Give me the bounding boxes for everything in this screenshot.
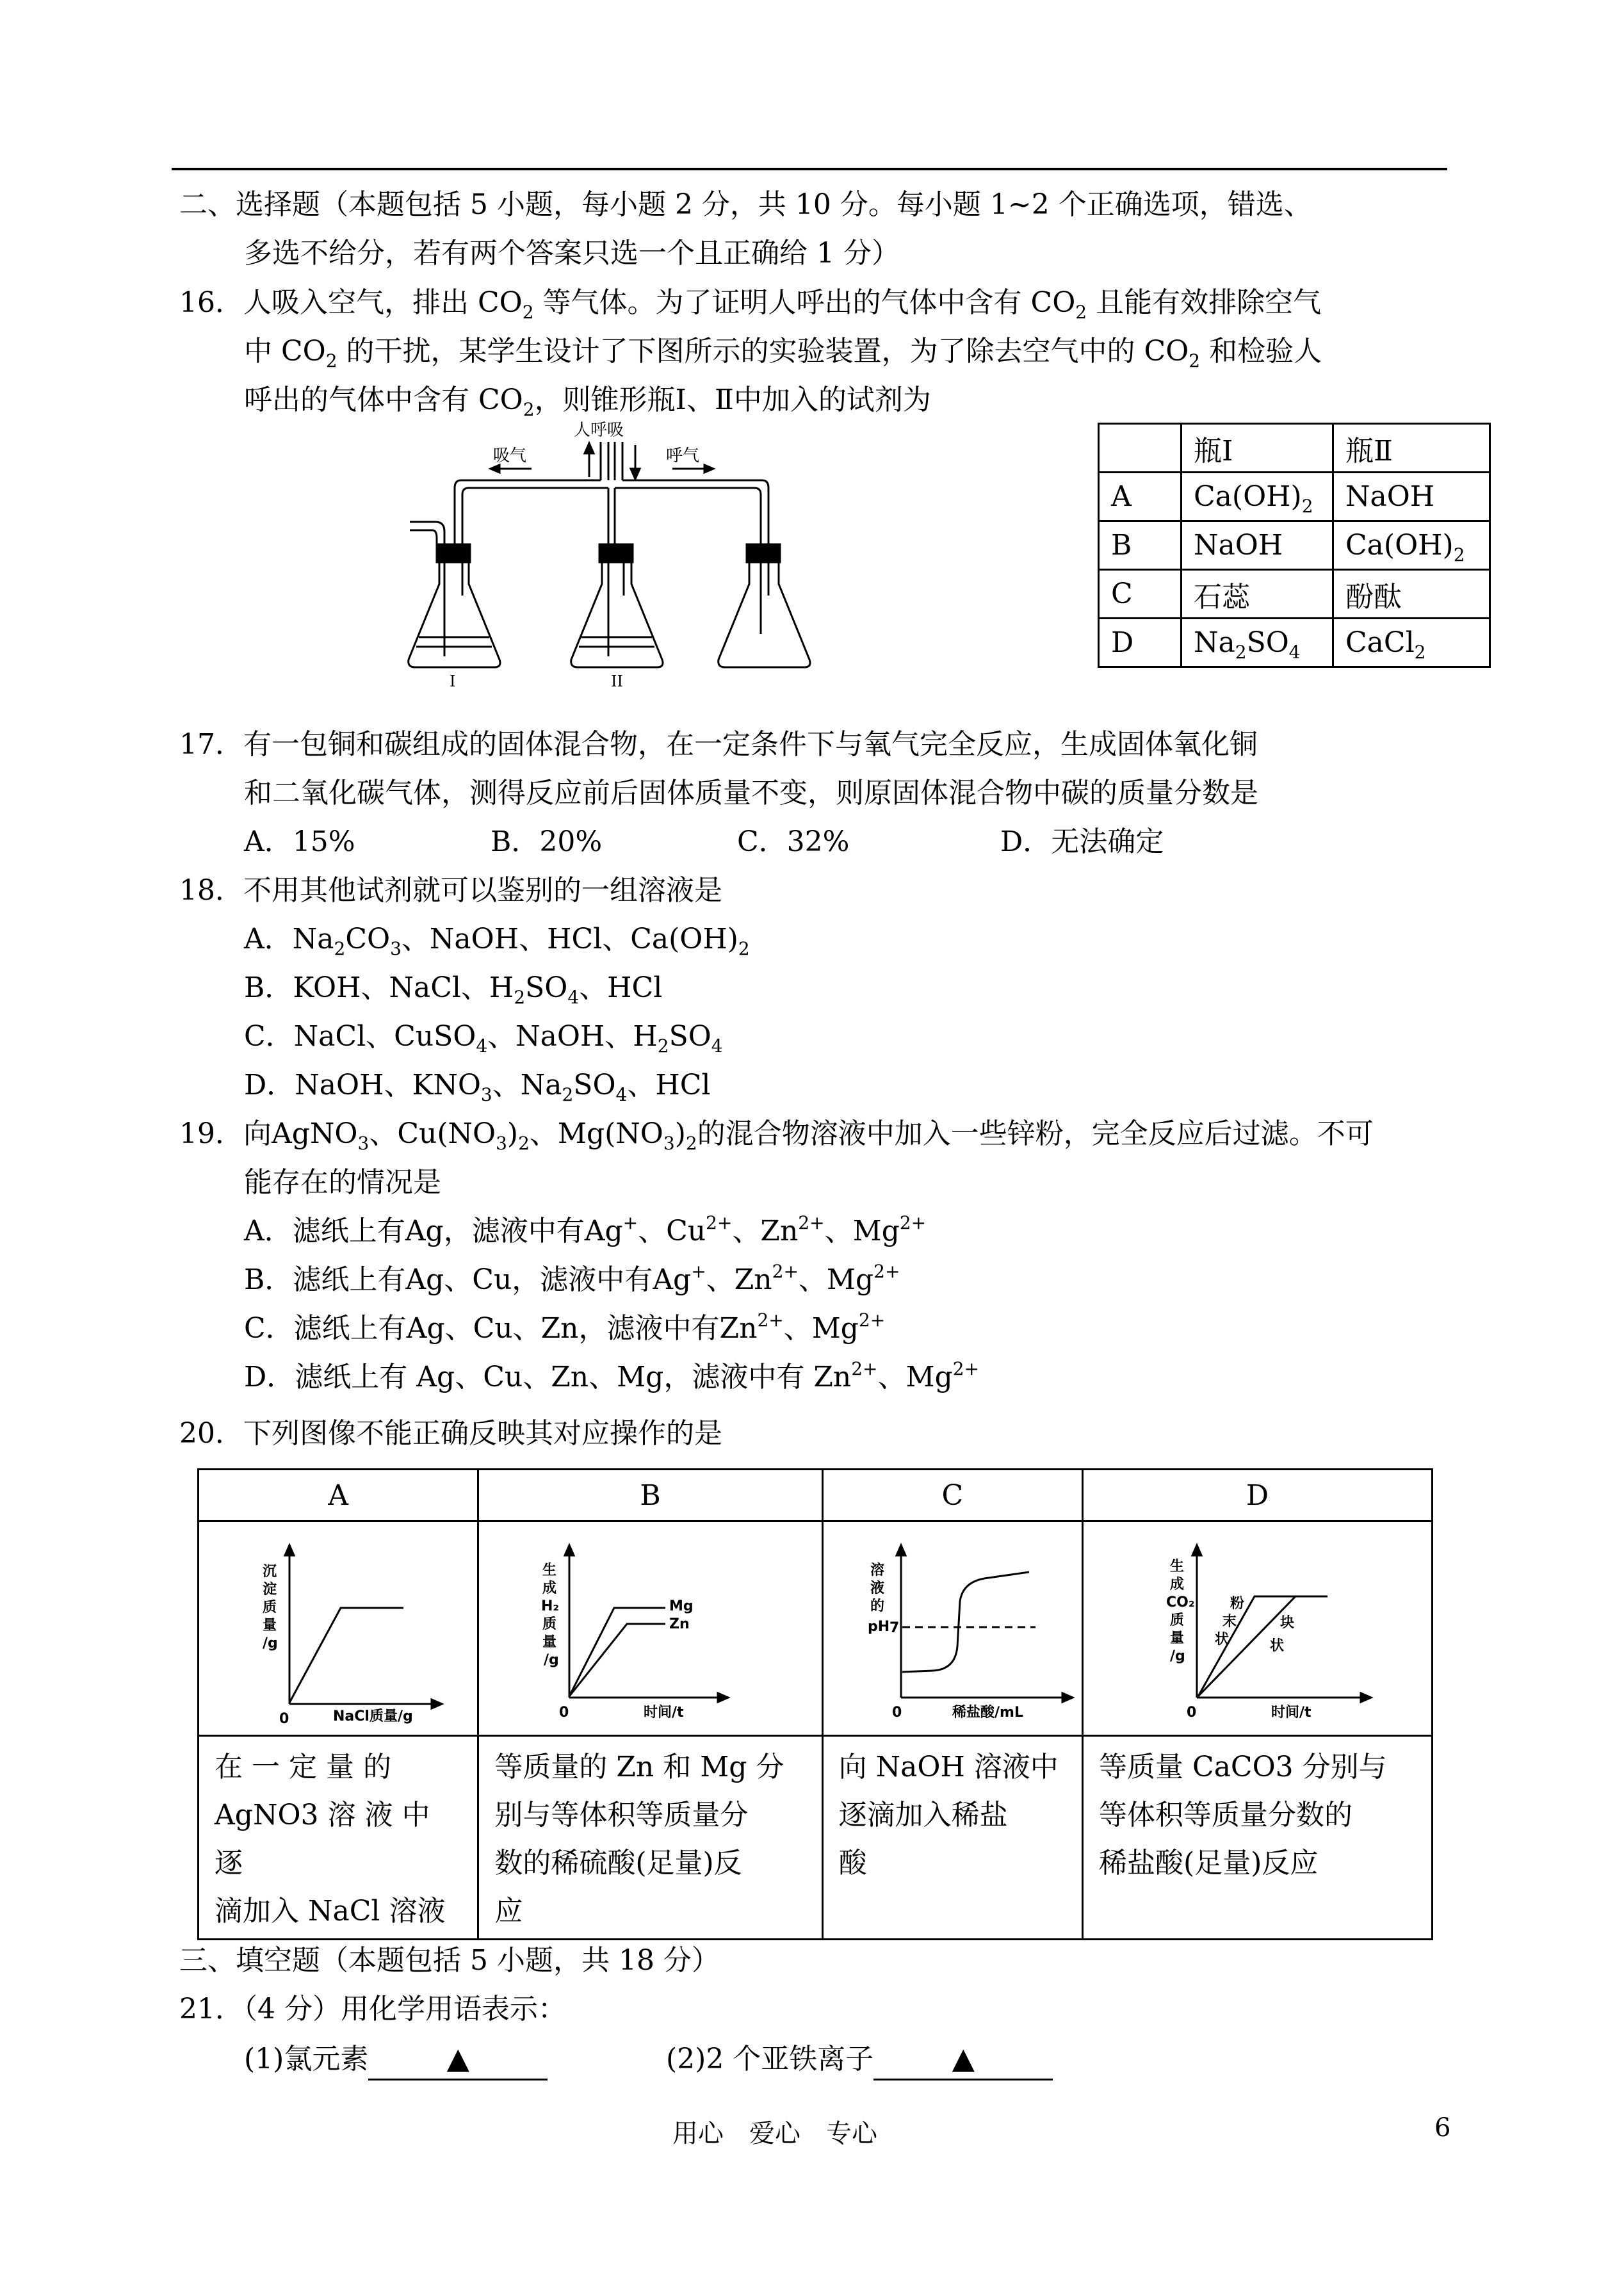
superscript: 2+: [798, 1212, 825, 1233]
q18-option-b: [244, 969, 662, 1007]
q19-text: 、Mg(NO: [529, 1117, 663, 1150]
graph-a: [200, 1525, 475, 1730]
desc-b: [478, 1736, 822, 1940]
header-b: B: [478, 1470, 822, 1521]
q16-text: 中 CO: [244, 335, 326, 368]
y-label-char: H₂: [541, 1598, 560, 1614]
q19-option-c: [244, 1310, 885, 1348]
y-label-char: 质: [542, 1616, 557, 1632]
subscript: 2: [685, 1133, 697, 1154]
q19-option-b: [244, 1261, 900, 1299]
table-header-row: [199, 1470, 1433, 1521]
graph-cell-d: [1083, 1521, 1433, 1736]
y-label-char: 生: [542, 1562, 557, 1578]
series-label-char: 粉: [1230, 1596, 1245, 1612]
answer-blank[interactable]: [873, 2039, 1053, 2080]
q16-text: 和检验人: [1200, 335, 1322, 368]
graph-b: [480, 1525, 819, 1730]
answer-blank[interactable]: [368, 2039, 548, 2080]
table-row: [1099, 521, 1490, 570]
desc-line: 向 NaOH 溶液中: [838, 1751, 1059, 1783]
q18-stem: 18．不用其他试剂就可以鉴别的一组溶液是: [179, 874, 722, 907]
y-label-char: 质: [1170, 1612, 1185, 1628]
triangle-icon: ▲: [446, 2041, 470, 2075]
option-text: 、Zn: [706, 1263, 772, 1296]
q18-option-a: [244, 920, 750, 959]
desc-line: 等质量 CaCO3 分别与: [1099, 1751, 1387, 1783]
y-label-char: 液: [870, 1580, 884, 1596]
cell-text: CaCl: [1345, 626, 1415, 659]
graph-cell-b: [478, 1521, 822, 1736]
x-axis-label: NaCl质量/g: [333, 1708, 413, 1724]
subscript: 3: [390, 938, 402, 959]
ph-7-label: 7: [889, 1620, 899, 1636]
desc-line: AgNO3 溶 液 中 逐: [215, 1799, 430, 1879]
section2-line2: 多选不给分，若有两个答案只选一个且正确给 1 分）: [244, 237, 900, 270]
series-zn-line: [569, 1624, 665, 1696]
option-text: B．滤纸上有Ag、Cu，滤液中有Ag: [244, 1263, 692, 1296]
series-label-char: 状: [1270, 1638, 1285, 1654]
q16-answer-table: [1098, 423, 1491, 668]
subscript: 2: [562, 1084, 574, 1105]
desc-line: 数的稀硫酸(足量)反: [494, 1847, 742, 1879]
y-label-char: 溶: [870, 1562, 884, 1578]
q21-part2: [666, 2039, 1053, 2080]
q19-line1: [179, 1115, 1374, 1153]
q19-text: 的混合物溶液中加入一些锌粉，完全反应后过滤。不可: [697, 1117, 1374, 1150]
option-text: D．NaOH、KNO: [244, 1069, 481, 1101]
subscript: 4: [1288, 642, 1301, 663]
option-text: 、Mg: [877, 1361, 953, 1393]
superscript: 2+: [873, 1261, 900, 1282]
q16-line2: [244, 332, 1322, 371]
superscript: 2+: [772, 1261, 799, 1282]
subscript: 4: [711, 1035, 723, 1057]
option-text: 、Mg: [824, 1215, 900, 1247]
series-label-char: 状: [1215, 1632, 1230, 1648]
page-number: 6: [1434, 2113, 1451, 2143]
subscript: 4: [567, 987, 580, 1008]
q16-line3: [244, 381, 931, 419]
y-label-char: /g: [1170, 1648, 1185, 1664]
q18-option-c: [244, 1018, 723, 1056]
table-cell: 石蕊: [1181, 570, 1333, 619]
table-cell: [1333, 473, 1490, 521]
option-text: 、HCl: [627, 1069, 711, 1101]
subscript: 3: [357, 1133, 369, 1154]
q16-text: 等气体。为了证明人呼出的气体中含有 CO: [533, 286, 1076, 319]
desc-line: 逐滴加入稀盐: [838, 1799, 1008, 1831]
y-label-char: 的: [870, 1598, 884, 1614]
y-label-char: 量: [542, 1634, 557, 1650]
option-text: A．滤纸上有Ag，滤液中有Ag: [244, 1215, 623, 1247]
option-text: 、Zn: [732, 1215, 799, 1247]
desc-line: 应: [494, 1895, 523, 1927]
cell-text: NaOH: [1345, 480, 1435, 513]
table-row: [1099, 473, 1490, 521]
option-text: C．NaCl、CuSO: [244, 1020, 476, 1053]
flask-apparatus-diagram: [397, 416, 832, 690]
desc-line: 在 一 定 量 的: [215, 1751, 391, 1783]
q19-text: 、Cu(NO: [369, 1117, 496, 1150]
q17-option-d: D．无法确定: [1000, 825, 1164, 858]
desc-a: [199, 1736, 478, 1940]
superscript: 2+: [858, 1310, 886, 1331]
origin-label: 0: [279, 1711, 289, 1727]
flask-2-label: II: [611, 672, 623, 690]
q17-option-c: C．32%: [737, 825, 850, 858]
y-label-char: 成: [1170, 1577, 1185, 1593]
graph-cell-c: [822, 1521, 1082, 1736]
graph-c: [824, 1525, 1080, 1730]
diagram-inhale-label: 吸气: [493, 446, 527, 466]
table-cell: 酚酞: [1333, 570, 1490, 619]
q16-text: 且能有效排除空气: [1087, 286, 1322, 319]
desc-line: 等质量的 Zn 和 Mg 分: [494, 1751, 784, 1783]
superscript: 2+: [757, 1310, 784, 1331]
diagram-exhale-label: 呼气: [666, 446, 700, 466]
subscript: 3: [663, 1133, 675, 1154]
series-mg-label: Mg: [669, 1598, 694, 1614]
y-label-char: 淀: [263, 1582, 277, 1598]
part-label: (1)氯元素: [244, 2043, 369, 2075]
superscript: 2+: [706, 1212, 733, 1233]
subscript: 2: [1235, 642, 1247, 663]
table-cell: B: [1099, 521, 1181, 570]
subscript: 2: [1189, 350, 1201, 371]
footer-motto: 用心 爱心 专心: [672, 2119, 877, 2148]
origin-label: 0: [1187, 1705, 1197, 1721]
desc-line: 别与等体积等质量分: [494, 1799, 749, 1831]
subscript: 2: [1301, 496, 1313, 517]
section2-line1: 二、选择题（本题包括 5 小题，每小题 2 分，共 10 分。每小题 1~2 个正确选项，错选、: [179, 188, 1312, 221]
cell-text: SO: [1246, 626, 1289, 659]
q19-option-a: [244, 1212, 926, 1251]
subscript: 3: [496, 1133, 507, 1154]
option-text: 、HCl: [579, 971, 663, 1004]
table-cell: C: [1099, 570, 1181, 619]
q16-text: 人吸入空气，排出 CO: [243, 286, 523, 319]
y-label-char: 成: [542, 1580, 557, 1596]
superscript: +: [691, 1261, 706, 1282]
desc-line: 滴加入 NaCl 溶液: [215, 1895, 446, 1927]
description-row: [199, 1736, 1433, 1940]
table-row: [1099, 619, 1490, 667]
subscript: 2: [334, 938, 346, 959]
desc-line: 酸: [838, 1847, 867, 1879]
option-text: A．Na: [244, 923, 334, 955]
q16-line1: [179, 284, 1321, 322]
x-axis-label: 时间/t: [644, 1705, 684, 1721]
graph-row: [199, 1521, 1433, 1736]
subscript: 2: [523, 399, 535, 420]
table-cell: [1099, 424, 1181, 473]
option-text: 、Na: [492, 1069, 562, 1101]
q17-option-b: B．20%: [491, 825, 603, 858]
y-label-char: 生: [1170, 1559, 1185, 1575]
q19-line2: 能存在的情况是: [244, 1166, 441, 1199]
table-cell: A: [1099, 473, 1181, 521]
q19-text: 19．向AgNO: [179, 1117, 358, 1150]
subscript: 3: [480, 1084, 492, 1105]
q20-stem: 20．下列图像不能正确反映其对应操作的是: [179, 1417, 722, 1450]
subscript: 2: [1414, 642, 1426, 663]
superscript: +: [622, 1212, 638, 1233]
flask-1-label: I: [450, 672, 456, 690]
series-label-char: 块: [1280, 1615, 1295, 1631]
cell-text: Na: [1194, 626, 1235, 659]
y-label-char: /g: [263, 1635, 278, 1651]
q16-text: 呼出的气体中含有 CO: [244, 384, 523, 416]
superscript: 2+: [899, 1212, 927, 1233]
y-label-char: /g: [544, 1652, 560, 1668]
y-label-char: 沉: [263, 1564, 277, 1580]
y-label-char: CO₂: [1166, 1594, 1195, 1610]
cell-text: Ca(OH): [1345, 529, 1454, 562]
part-label: (2)2 个亚铁离子: [666, 2043, 874, 2075]
triangle-icon: ▲: [952, 2041, 975, 2075]
q16-number: 16．: [179, 286, 243, 319]
q17-line2: 和二氧化碳气体，测得反应前后固体质量不变，则原固体混合物中碳的质量分数是: [244, 777, 1258, 809]
q16-text: ，则锥形瓶Ⅰ、Ⅱ中加入的试剂为: [534, 384, 931, 416]
option-text: SO: [525, 971, 568, 1004]
table-row: [1099, 570, 1490, 619]
header-c: C: [822, 1470, 1082, 1521]
subscript: 2: [738, 938, 750, 959]
table-header-bottle-2: 瓶Ⅱ: [1333, 424, 1490, 473]
series-mg-line: [569, 1608, 665, 1696]
graph-d: [1084, 1525, 1430, 1730]
option-text: 、Mg: [783, 1312, 859, 1345]
q19-text: ): [507, 1117, 519, 1150]
desc-d: [1083, 1736, 1433, 1940]
y-label-char: 量: [263, 1618, 277, 1634]
y-label-char: 量: [1170, 1630, 1185, 1646]
table-cell: [1181, 473, 1333, 521]
option-text: B．KOH、NaCl、H: [244, 971, 514, 1004]
table-cell: [1333, 619, 1490, 667]
table-cell: [1181, 619, 1333, 667]
subscript: 2: [1075, 302, 1087, 323]
subscript: 2: [325, 350, 337, 371]
section3-heading: 三、填空题（本题包括 5 小题，共 18 分）: [179, 1944, 720, 1977]
subscript: 2: [657, 1035, 669, 1057]
superscript: 2+: [952, 1358, 980, 1379]
table-header-bottle-1: 瓶Ⅰ: [1181, 424, 1333, 473]
q17-line1: 17．有一包铜和碳组成的固体混合物，在一定条件下与氧气完全反应，生成固体氧化铜: [179, 728, 1258, 761]
option-text: 、NaOH、HCl、Ca(OH): [401, 923, 738, 955]
cell-text: Ca(OH): [1194, 480, 1302, 513]
table-cell: [1181, 521, 1333, 570]
series-label-char: 末: [1222, 1614, 1237, 1630]
q16-text: 的干扰，某学生设计了下图所示的实验装置，为了除去空气中的 CO: [337, 335, 1189, 368]
q20-graph-table: [197, 1468, 1433, 1940]
origin-label: 0: [891, 1705, 902, 1721]
subscript: 4: [476, 1035, 488, 1057]
option-text: D．滤纸上有 Ag、Cu、Zn、Mg，滤液中有 Zn: [244, 1361, 852, 1393]
x-axis-label: 稀盐酸/mL: [952, 1705, 1023, 1721]
table-cell: D: [1099, 619, 1181, 667]
header-a: A: [199, 1470, 478, 1521]
option-text: 、Mg: [798, 1263, 874, 1296]
option-text: SO: [573, 1069, 616, 1101]
option-text: SO: [669, 1020, 711, 1053]
subscript: 2: [514, 987, 526, 1008]
y-label-char: 质: [263, 1600, 277, 1616]
desc-line: 稀盐酸(足量)反应: [1099, 1847, 1319, 1879]
desc-line: 等体积等质量分数的: [1099, 1799, 1353, 1831]
graph-cell-a: [199, 1521, 478, 1736]
q18-option-d: [244, 1066, 710, 1105]
q21-part1: [244, 2039, 548, 2080]
q19-text: ): [674, 1117, 686, 1150]
ph-curve: [902, 1572, 1029, 1672]
header-d: D: [1083, 1470, 1433, 1521]
option-text: CO: [345, 923, 391, 955]
option-text: C．滤纸上有Ag、Cu、Zn，滤液中有Zn: [244, 1312, 758, 1345]
table-header-row: [1099, 424, 1490, 473]
q17-option-a: A．15%: [244, 825, 355, 858]
series-zn-label: Zn: [669, 1616, 690, 1632]
subscript: 2: [1453, 544, 1465, 565]
diagram-top-label: 人呼吸: [574, 421, 624, 440]
y-label-char: pH: [867, 1619, 889, 1635]
subscript: 4: [615, 1084, 628, 1105]
desc-c: [822, 1736, 1082, 1940]
subscript: 2: [518, 1133, 530, 1154]
superscript: 2+: [851, 1358, 878, 1379]
x-axis-label: 时间/t: [1271, 1705, 1311, 1721]
q19-option-d: [244, 1358, 979, 1397]
option-text: 、NaOH、H: [487, 1020, 658, 1053]
q21-stem: 21．（4 分）用化学用语表示：: [179, 1993, 566, 2025]
table-cell: [1333, 521, 1490, 570]
cell-text: NaOH: [1194, 529, 1283, 562]
subscript: 2: [522, 302, 534, 323]
header-rule: [172, 168, 1447, 170]
origin-label: 0: [559, 1705, 569, 1721]
option-text: 、Cu: [638, 1215, 706, 1247]
